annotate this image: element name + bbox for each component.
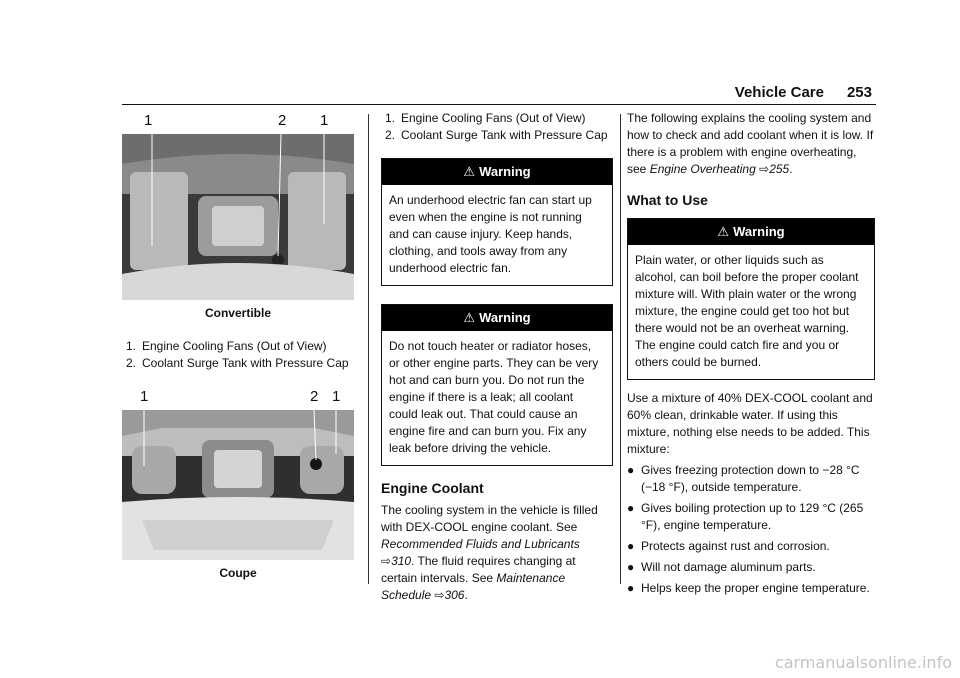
coupe-callouts: [122, 386, 354, 410]
watermark: carmanualsonline.info: [774, 653, 952, 672]
mixture-paragraph: Use a mixture of 40% DEX-COOL coolant and 60% clean, drinkable water. If using this mixture, nothing else needs to be added. This mixture:: [627, 391, 873, 456]
warning-box-water: [627, 218, 875, 380]
warning-box-hoses: [381, 304, 613, 466]
page-ref-arrow-icon: ⇨: [759, 162, 770, 176]
warning-text: Plain water, or other liquids such as alcohol, can boil before the proper coolant mixture will. With plain water or the wrong mixture, the engine could get too hot but there would not be an overheat warning. The engine could catch fire and you or others could be burned.: [635, 253, 859, 369]
link-recommended-fluids[interactable]: Recommended Fluids and Lubricants: [381, 537, 580, 551]
warning-header: ⚠ Warning: [628, 219, 874, 245]
engine-coolant-heading: Engine Coolant: [381, 480, 484, 496]
list-item: ● Gives boiling protection up to 129 °C (265 °F), engine temperature.: [627, 501, 864, 532]
warning-triangle-icon: ⚠: [463, 310, 476, 325]
warning-text: Do not touch heater or radiator hoses, or other engine parts. They can be very hot and can burn you. Do not run the engine if there is a leak; all coolant could leak out. That could cause an engine fire and can burn you. Fix any leak before driving the vehicle.: [389, 339, 599, 455]
warning-header: ⚠ Warning: [382, 305, 612, 331]
convertible-caption: Convertible: [204, 306, 271, 320]
coupe-engine-image: [122, 410, 354, 560]
coupe-legend: [381, 110, 613, 144]
page-ref-arrow-icon: ⇨: [381, 554, 392, 568]
convertible-legend: [122, 338, 354, 372]
warning-box-fan: [381, 158, 613, 286]
warning-triangle-icon: ⚠: [717, 224, 730, 239]
link-maintenance-schedule[interactable]: Maintenance Schedule: [381, 571, 566, 602]
list-item: ● Gives freezing protection down to −28 °C (−18 °F), outside temperature.: [627, 463, 860, 494]
convertible-callouts: [122, 110, 354, 134]
column-2: [381, 110, 613, 604]
link-engine-overheating[interactable]: Engine Overheating: [649, 162, 756, 176]
bullet-icon: ●: [627, 581, 635, 595]
callout-label: 2: [310, 388, 319, 405]
page-number: 253: [846, 84, 872, 101]
callout-label: 1: [320, 112, 329, 129]
engine-coolant-paragraph: The cooling system in the vehicle is filled with DEX-COOL engine coolant. See Recommended Fluids and Lubricants ⇨310. The fluid requires changing at certain intervals. See Maintenance Schedule ⇨306.: [381, 503, 598, 602]
column-divider-2: [620, 114, 621, 584]
list-item: ● Protects against rust and corrosion.: [627, 539, 830, 553]
column-1: [122, 110, 354, 580]
warning-triangle-icon: ⚠: [463, 164, 476, 179]
list-item: ● Will not damage aluminum parts.: [627, 560, 816, 574]
column-3: [627, 110, 875, 601]
cooling-intro-paragraph: The following explains the cooling system and how to check and add coolant when it is low. If there is a problem with engine overheating, see Engine Overheating ⇨255.: [627, 111, 874, 176]
coupe-caption: Coupe: [219, 566, 257, 580]
callout-label: 2: [278, 112, 287, 129]
mixture-benefits-list: [627, 462, 875, 597]
page-header: [122, 84, 876, 106]
callout-label: 1: [332, 388, 341, 405]
list-item: ● Helps keep the proper engine temperature.: [627, 581, 870, 595]
bullet-icon: ●: [627, 501, 635, 515]
list-item: 2. Coolant Surge Tank with Pressure Cap: [385, 128, 608, 142]
bullet-icon: ●: [627, 560, 635, 574]
list-item: 2. Coolant Surge Tank with Pressure Cap: [126, 356, 349, 370]
callout-label: 1: [144, 112, 153, 129]
warning-header: ⚠ Warning: [382, 159, 612, 185]
section-title: Vehicle Care: [734, 84, 824, 101]
list-item: 1. Engine Cooling Fans (Out of View): [385, 111, 586, 125]
page-ref-arrow-icon: ⇨: [434, 588, 445, 602]
callout-label: 1: [140, 388, 149, 405]
warning-text: An underhood electric fan can start up even when the engine is not running and can cause injury. Keep hands, clothing, and tools away from any underhood electric fan.: [389, 193, 592, 275]
column-divider-1: [368, 114, 369, 584]
list-item: 1. Engine Cooling Fans (Out of View): [126, 339, 327, 353]
bullet-icon: ●: [627, 463, 635, 477]
header-rule: [122, 104, 876, 105]
convertible-engine-image: [122, 134, 354, 300]
bullet-icon: ●: [627, 539, 635, 553]
what-to-use-heading: What to Use: [627, 192, 708, 208]
